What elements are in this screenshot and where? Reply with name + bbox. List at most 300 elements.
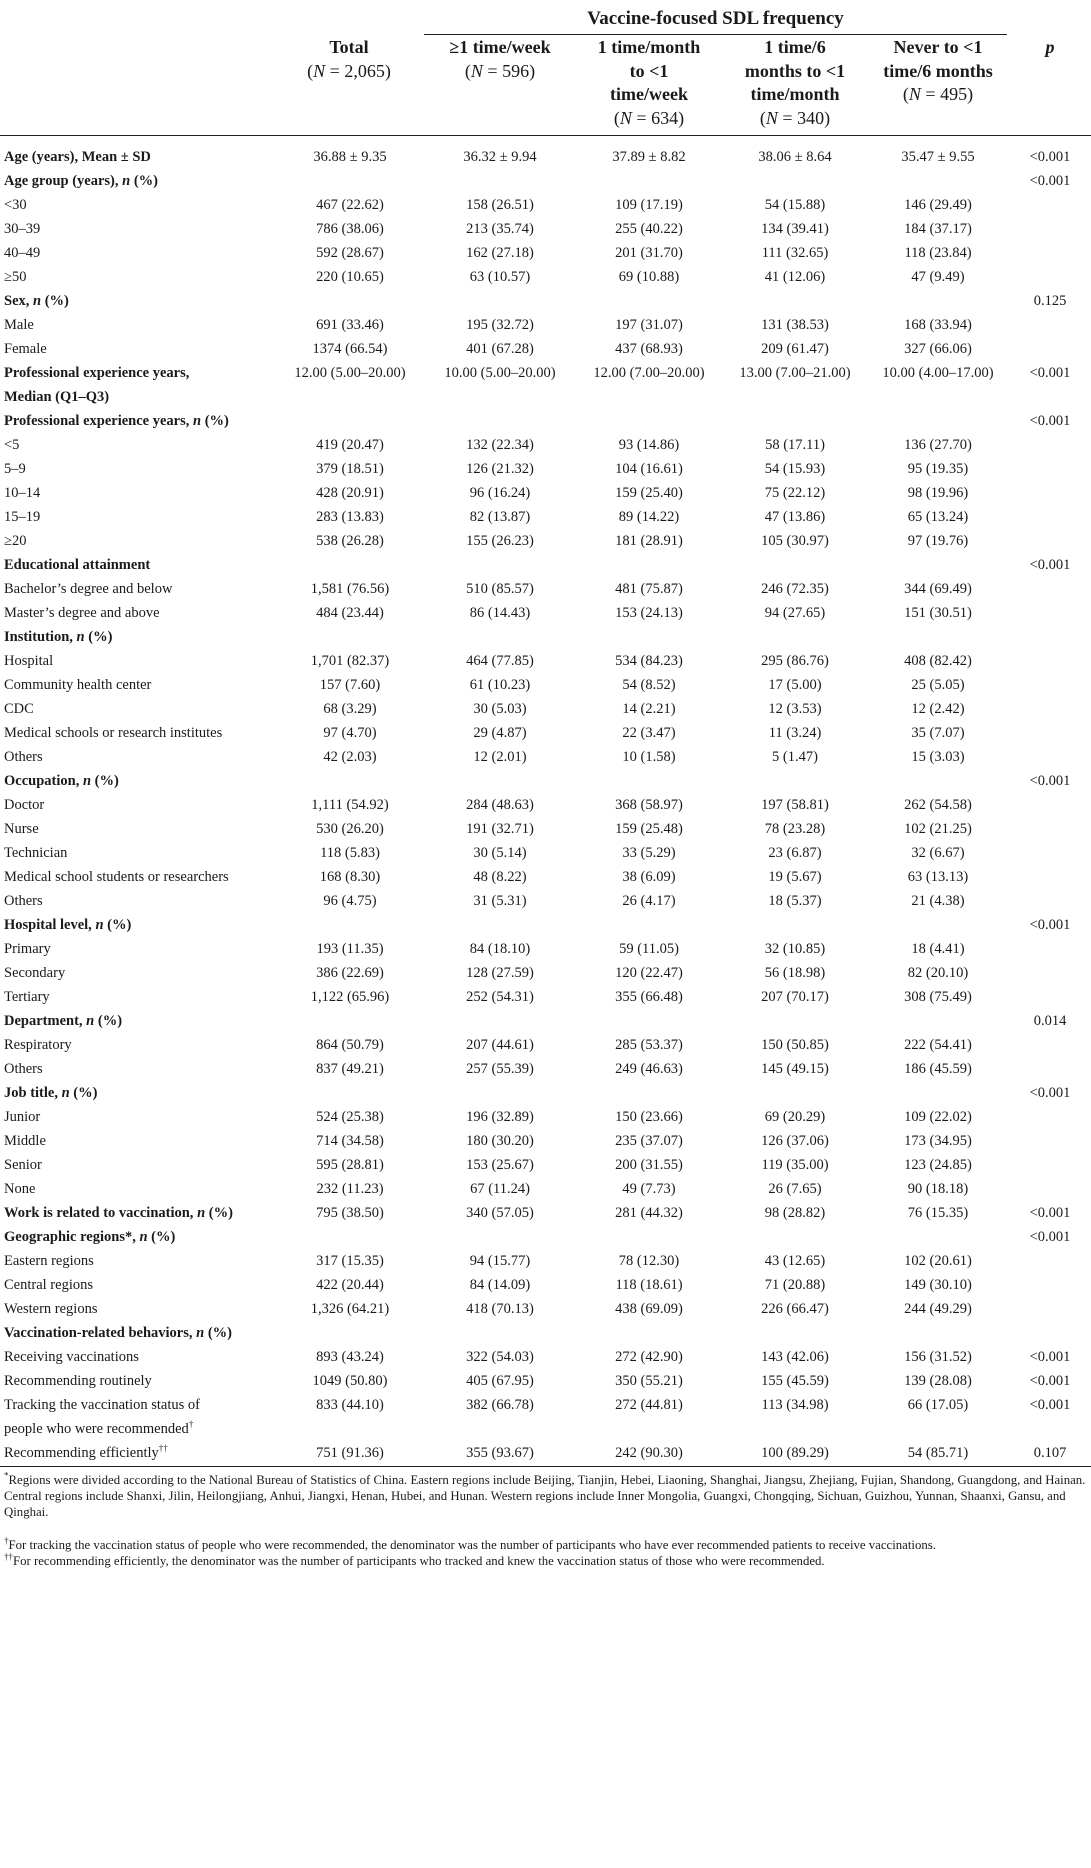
table-cell: 11 (3.24)	[768, 725, 822, 741]
table-cell: 78 (12.30)	[618, 1253, 680, 1269]
footnote-mark: *	[4, 1470, 9, 1481]
row-label: Others	[4, 1061, 43, 1077]
p-value-cell: <0.001	[1029, 1205, 1071, 1221]
table-cell: 222 (54.41)	[904, 1037, 972, 1053]
table-row	[0, 817, 1091, 841]
table-cell: 54 (15.88)	[764, 197, 826, 213]
table-cell: 18 (4.41)	[911, 941, 965, 957]
table-cell: 54 (15.93)	[764, 461, 826, 477]
table-row	[0, 1057, 1091, 1081]
table-cell: 344 (69.49)	[904, 581, 972, 597]
row-label: 10–14	[4, 485, 41, 501]
table-cell: 156 (31.52)	[904, 1349, 972, 1365]
p-value-cell: <0.001	[1029, 1085, 1071, 1101]
table-cell: 252 (54.31)	[466, 989, 534, 1005]
table-cell: 285 (53.37)	[615, 1037, 683, 1053]
p-value-cell: <0.001	[1029, 173, 1071, 189]
table-row	[0, 1393, 1091, 1417]
table-cell: 97 (19.76)	[907, 533, 969, 549]
table-cell: 30 (5.03)	[473, 701, 527, 717]
table-cell: 232 (11.23)	[316, 1181, 384, 1197]
table-cell: 246 (72.35)	[761, 581, 829, 597]
table-cell: 97 (4.70)	[323, 725, 377, 741]
table-row	[0, 865, 1091, 889]
table-cell: 418 (70.13)	[466, 1301, 534, 1317]
table-cell: 422 (20.44)	[316, 1277, 384, 1293]
table-cell: 98 (28.82)	[764, 1205, 826, 1221]
row-label: 5–9	[4, 461, 26, 477]
table-cell: 481 (75.87)	[615, 581, 683, 597]
table-cell: 54 (85.71)	[907, 1445, 969, 1461]
table-cell: 327 (66.06)	[904, 341, 972, 357]
table-cell: 592 (28.67)	[316, 245, 384, 261]
row-label: Senior	[4, 1157, 42, 1173]
table-cell: 98 (19.96)	[907, 485, 969, 501]
table-cell: 405 (67.95)	[466, 1373, 534, 1389]
table-cell: 419 (20.47)	[316, 437, 384, 453]
row-label: Master’s degree and above	[4, 605, 160, 621]
table-cell: 382 (66.78)	[466, 1397, 534, 1413]
row-label: Respiratory	[4, 1037, 72, 1053]
table-cell: 467 (22.62)	[316, 197, 384, 213]
table-cell: 193 (11.35)	[316, 941, 384, 957]
table-cell: 61 (10.23)	[469, 677, 531, 693]
table-cell: 36.32 ± 9.94	[463, 149, 537, 165]
table-cell: 350 (55.21)	[615, 1373, 683, 1389]
table-cell: 89 (14.22)	[618, 509, 680, 525]
col-header-p: p	[1045, 37, 1055, 57]
table-cell: 200 (31.55)	[615, 1157, 683, 1173]
table-cell: 126 (37.06)	[761, 1133, 829, 1149]
table-cell: 96 (16.24)	[469, 485, 531, 501]
table-cell: 173 (34.95)	[904, 1133, 972, 1149]
table-cell: 195 (32.72)	[466, 317, 534, 333]
row-label: Western regions	[4, 1301, 98, 1317]
table-cell: 530 (26.20)	[316, 821, 384, 837]
table-cell: 30 (5.14)	[473, 845, 527, 861]
footnote-mark: †	[4, 1535, 9, 1546]
table-cell: 119 (35.00)	[761, 1157, 829, 1173]
table-cell: 120 (22.47)	[615, 965, 683, 981]
row-label: ≥50	[4, 269, 27, 285]
table-row	[0, 1417, 1091, 1441]
table-cell: 146 (29.49)	[904, 197, 972, 213]
table-cell: 155 (45.59)	[761, 1373, 829, 1389]
table-cell: 22 (3.47)	[622, 725, 676, 741]
table-cell: 68 (3.29)	[323, 701, 377, 717]
table-cell: 1,111 (54.92)	[311, 797, 389, 813]
row-label: Professional experience years,	[4, 365, 190, 381]
col-header-six-monthly: 1 time/6 months to <1 time/month (N = 340)	[744, 37, 846, 128]
table-row	[0, 337, 1091, 361]
table-cell: 134 (39.41)	[761, 221, 829, 237]
table-cell: 795 (38.50)	[316, 1205, 384, 1221]
section-row	[0, 361, 1091, 385]
table-cell: 437 (68.93)	[615, 341, 683, 357]
row-label: Geographic regions*, n (%)	[4, 1229, 176, 1245]
table-cell: 78 (23.28)	[764, 821, 826, 837]
section-row	[0, 913, 1091, 937]
table-cell: 21 (4.38)	[911, 893, 965, 909]
table-cell: 893 (43.24)	[316, 1349, 384, 1365]
table-row	[0, 505, 1091, 529]
table-cell: 464 (77.85)	[466, 653, 534, 669]
table-cell: 257 (55.39)	[466, 1061, 534, 1077]
table-row	[0, 745, 1091, 769]
table-cell: 196 (32.89)	[466, 1109, 534, 1125]
table-cell: 109 (17.19)	[615, 197, 683, 213]
table-cell: 33 (5.29)	[622, 845, 676, 861]
table-cell: 37.89 ± 8.82	[612, 149, 686, 165]
table-cell: 226 (66.47)	[761, 1301, 829, 1317]
table-cell: 102 (21.25)	[904, 821, 972, 837]
section-row	[0, 289, 1091, 313]
table-cell: 157 (7.60)	[319, 677, 381, 693]
table-row	[0, 457, 1091, 481]
row-label: CDC	[4, 701, 34, 717]
table-cell: 69 (10.88)	[618, 269, 680, 285]
table-cell: 149 (30.10)	[904, 1277, 972, 1293]
section-row	[0, 1009, 1091, 1033]
table-cell: 143 (42.06)	[761, 1349, 829, 1365]
table-row	[0, 1273, 1091, 1297]
table-cell: 10 (1.58)	[622, 749, 676, 765]
row-label: Median (Q1–Q3)	[4, 389, 110, 405]
row-label: Hospital level, n (%)	[4, 917, 132, 933]
table-row	[0, 1129, 1091, 1153]
table-cell: 837 (49.21)	[316, 1061, 384, 1077]
table-cell: 31 (5.31)	[473, 893, 527, 909]
table-cell: 401 (67.28)	[466, 341, 534, 357]
table-cell: 54 (8.52)	[622, 677, 676, 693]
row-label: Age group (years), n (%)	[4, 173, 159, 189]
table-cell: 63 (10.57)	[469, 269, 531, 285]
table-cell: 118 (18.61)	[615, 1277, 683, 1293]
row-label: Tracking the vaccination status of	[4, 1397, 200, 1413]
table-cell: 295 (86.76)	[761, 653, 829, 669]
table-cell: 524 (25.38)	[316, 1109, 384, 1125]
table-cell: 15 (3.03)	[911, 749, 965, 765]
table-cell: 90 (18.18)	[907, 1181, 969, 1197]
table-cell: 94 (15.77)	[469, 1253, 531, 1269]
table-cell: 36.88 ± 9.35	[313, 149, 387, 165]
table-cell: 355 (93.67)	[466, 1445, 534, 1461]
row-label: Middle	[4, 1133, 46, 1149]
section-row	[0, 1201, 1091, 1225]
table-cell: 151 (30.51)	[904, 605, 972, 621]
table-cell: 379 (18.51)	[316, 461, 384, 477]
table-cell: 58 (17.11)	[765, 437, 825, 453]
table-cell: 66 (17.05)	[907, 1397, 969, 1413]
table-cell: 128 (27.59)	[466, 965, 534, 981]
table-cell: 35 (7.07)	[911, 725, 965, 741]
row-label: Primary	[4, 941, 51, 957]
group-underline	[424, 34, 1007, 35]
table-cell: 139 (28.08)	[904, 1373, 972, 1389]
table-cell: 23 (6.87)	[768, 845, 822, 861]
table-cell: 1,122 (65.96)	[310, 989, 390, 1005]
table-row	[0, 241, 1091, 265]
table-row	[0, 961, 1091, 985]
table-cell: 262 (54.58)	[904, 797, 972, 813]
table-cell: 150 (50.85)	[761, 1037, 829, 1053]
col-header-never: Never to <1 time/6 months (N = 495)	[883, 37, 993, 104]
table-cell: 595 (28.81)	[316, 1157, 384, 1173]
table-row	[0, 1153, 1091, 1177]
table-cell: 255 (40.22)	[615, 221, 683, 237]
row-label: Central regions	[4, 1277, 93, 1293]
footnote-text: For recommending efficiently, the denominator was the number of participants who tracked and knew the vaccination status of those who were recommended.	[13, 1554, 825, 1568]
table-cell: 118 (5.83)	[320, 845, 380, 861]
table-cell: 10.00 (4.00–17.00)	[882, 365, 994, 381]
row-label: 30–39	[4, 221, 41, 237]
section-row	[0, 1321, 1091, 1345]
table-cell: 714 (34.58)	[316, 1133, 384, 1149]
row-label: Job title, n (%)	[4, 1085, 98, 1101]
table-cell: 201 (31.70)	[615, 245, 683, 261]
table-cell: 63 (13.13)	[907, 869, 969, 885]
table-cell: 197 (58.81)	[761, 797, 829, 813]
row-label: <30	[4, 197, 27, 213]
table-cell: 322 (54.03)	[466, 1349, 534, 1365]
table-row	[0, 649, 1091, 673]
row-label: None	[4, 1181, 36, 1197]
table-cell: 864 (50.79)	[316, 1037, 384, 1053]
footnote-mark: ††	[4, 1551, 13, 1562]
p-value-cell: 0.125	[1033, 293, 1067, 309]
table-row	[0, 481, 1091, 505]
table-cell: 220 (10.65)	[316, 269, 384, 285]
row-label: Others	[4, 893, 43, 909]
row-label: Tertiary	[4, 989, 50, 1005]
table-row	[0, 1345, 1091, 1369]
row-label: Professional experience years, n (%)	[4, 413, 229, 429]
table-cell: 12 (2.42)	[911, 701, 965, 717]
section-row	[0, 553, 1091, 577]
row-label: Medical school students or researchers	[4, 869, 229, 885]
row-label: 40–49	[4, 245, 41, 261]
table-cell: 132 (22.34)	[466, 437, 534, 453]
table-cell: 102 (20.61)	[904, 1253, 972, 1269]
table-cell: 104 (16.61)	[615, 461, 683, 477]
table-cell: 93 (14.86)	[618, 437, 680, 453]
p-value-cell: <0.001	[1029, 773, 1071, 789]
table-cell: 249 (46.63)	[615, 1061, 683, 1077]
row-label: Sex, n (%)	[4, 293, 69, 309]
table-cell: 86 (14.43)	[469, 605, 531, 621]
table-cell: 209 (61.47)	[761, 341, 829, 357]
table-cell: 38 (6.09)	[622, 869, 676, 885]
table-cell: 25 (5.05)	[911, 677, 965, 693]
table-cell: 29 (4.87)	[473, 725, 527, 741]
row-label: Recommending routinely	[4, 1373, 152, 1389]
table-cell: 538 (26.28)	[316, 533, 384, 549]
footnote	[4, 1537, 1087, 1553]
table-cell: 184 (37.17)	[904, 221, 972, 237]
row-label: Community health center	[4, 677, 152, 693]
table-cell: 235 (37.07)	[615, 1133, 683, 1149]
table-row	[0, 1441, 1091, 1465]
table-cell: 197 (31.07)	[615, 317, 683, 333]
table-cell: 281 (44.32)	[615, 1205, 683, 1221]
table-cell: 145 (49.15)	[761, 1061, 829, 1077]
p-value-cell: <0.001	[1029, 1373, 1071, 1389]
row-label: Educational attainment	[4, 557, 151, 573]
p-value-cell: <0.001	[1029, 1229, 1071, 1245]
table-row	[0, 433, 1091, 457]
table-cell: 84 (18.10)	[469, 941, 531, 957]
table-cell: 113 (34.98)	[761, 1397, 829, 1413]
table-cell: 534 (84.23)	[615, 653, 683, 669]
row-label: 15–19	[4, 509, 41, 525]
table-cell: 510 (85.57)	[466, 581, 534, 597]
table-cell: 408 (82.42)	[904, 653, 972, 669]
table-cell: 47 (13.86)	[764, 509, 826, 525]
table-cell: 59 (11.05)	[619, 941, 679, 957]
table-cell: 82 (20.10)	[907, 965, 969, 981]
footnote	[4, 1472, 1087, 1521]
table-row	[0, 793, 1091, 817]
row-label: Hospital	[4, 653, 54, 669]
table-cell: 272 (44.81)	[615, 1397, 683, 1413]
table-cell: 153 (25.67)	[466, 1157, 534, 1173]
table-cell: 386 (22.69)	[316, 965, 384, 981]
table-cell: 123 (24.85)	[904, 1157, 972, 1173]
col-header-monthly: 1 time/month to <1 time/week (N = 634)	[597, 37, 701, 128]
table-cell: 75 (22.12)	[764, 485, 826, 501]
table-row	[0, 1297, 1091, 1321]
section-row	[0, 625, 1091, 649]
row-label: Technician	[4, 845, 68, 861]
footnote-text: Regions were divided according to the National Bureau of Statistics of China. Eastern regions include Beijing, Tianjin, Hebei, Liaoning, Shanghai, Jiangsu, Zhejiang, Fujian, Shandong, Guangdong, and Hainan. Central regions include Shanxi, Jilin, Heilongjiang, Anhui, Jiangxi, Henan, Hubei, and Hunan. Western regions include Inner Mongolia, Guangxi, Chongqing, Sichuan, Guizhou, Yunnan, Shaanxi, Gansu, and Qinghai.	[4, 1473, 1086, 1520]
table-cell: 111 (32.65)	[761, 245, 829, 261]
table-cell: 484 (23.44)	[316, 605, 384, 621]
col-header-total: Total (N = 2,065)	[307, 37, 391, 81]
table-cell: 56 (18.98)	[764, 965, 826, 981]
table-cell: 1049 (50.80)	[312, 1373, 388, 1389]
bottom-rule	[0, 1466, 1091, 1467]
table-cell: 32 (6.67)	[911, 845, 965, 861]
table-cell: 69 (20.29)	[764, 1109, 826, 1125]
table-row	[0, 985, 1091, 1009]
table-row	[0, 1033, 1091, 1057]
table-cell: 38.06 ± 8.64	[758, 149, 832, 165]
table-cell: 12.00 (5.00–20.00)	[294, 365, 406, 381]
table-row	[0, 217, 1091, 241]
table-cell: 283 (13.83)	[316, 509, 384, 525]
table-cell: 751 (91.36)	[316, 1445, 384, 1461]
table-cell: 49 (7.73)	[622, 1181, 676, 1197]
table-cell: 17 (5.00)	[768, 677, 822, 693]
table-cell: 10.00 (5.00–20.00)	[444, 365, 556, 381]
table-cell: 32 (10.85)	[764, 941, 826, 957]
table-cell: 1,581 (76.56)	[310, 581, 390, 597]
table-cell: 308 (75.49)	[904, 989, 972, 1005]
row-label: ≥20	[4, 533, 27, 549]
table-cell: 1,701 (82.37)	[310, 653, 390, 669]
section-row	[0, 385, 1091, 409]
table-cell: 18 (5.37)	[768, 893, 822, 909]
row-label: Age (years), Mean ± SD	[4, 149, 151, 165]
row-label: Institution, n (%)	[4, 629, 113, 645]
row-label: Vaccination-related behaviors, n (%)	[4, 1325, 232, 1341]
section-row	[0, 409, 1091, 433]
row-label: Bachelor’s degree and below	[4, 581, 173, 597]
table-cell: 131 (38.53)	[761, 317, 829, 333]
table-cell: 95 (19.35)	[907, 461, 969, 477]
table-row	[0, 697, 1091, 721]
table-row	[0, 937, 1091, 961]
table-row	[0, 601, 1091, 625]
table-cell: 691 (33.46)	[316, 317, 384, 333]
table-cell: 5 (1.47)	[772, 749, 818, 765]
section-row	[0, 145, 1091, 169]
table-row	[0, 577, 1091, 601]
table-cell: 47 (9.49)	[911, 269, 965, 285]
table-row	[0, 673, 1091, 697]
table-cell: 155 (26.23)	[466, 533, 534, 549]
row-label: Occupation, n (%)	[4, 773, 119, 789]
table-cell: 833 (44.10)	[316, 1397, 384, 1413]
row-label: Junior	[4, 1109, 41, 1125]
table-cell: 96 (4.75)	[323, 893, 377, 909]
row-label: Female	[4, 341, 47, 357]
table-cell: 12 (3.53)	[768, 701, 822, 717]
section-row	[0, 769, 1091, 793]
p-value-cell: <0.001	[1029, 917, 1071, 933]
table-cell: 158 (26.51)	[466, 197, 534, 213]
row-label: Male	[4, 317, 34, 333]
footnote-text: For tracking the vaccination status of people who were recommended, the denominator was the number of participants who have ever recommended patients to receive vaccinations.	[8, 1538, 936, 1552]
table-cell: 180 (30.20)	[466, 1133, 534, 1149]
table-cell: 159 (25.48)	[615, 821, 683, 837]
row-label: Others	[4, 749, 43, 765]
table-cell: 272 (42.90)	[615, 1349, 683, 1365]
table-cell: 67 (11.24)	[470, 1181, 530, 1197]
table-cell: 65 (13.24)	[907, 509, 969, 525]
table-cell: 168 (33.94)	[904, 317, 972, 333]
table-cell: 244 (49.29)	[904, 1301, 972, 1317]
table-cell: 12 (2.01)	[473, 749, 527, 765]
table-cell: 43 (12.65)	[764, 1253, 826, 1269]
table-cell: 84 (14.09)	[469, 1277, 531, 1293]
table-cell: 355 (66.48)	[615, 989, 683, 1005]
table-cell: 191 (32.71)	[466, 821, 534, 837]
table-cell: 41 (12.06)	[764, 269, 826, 285]
table-cell: 207 (70.17)	[761, 989, 829, 1005]
table-cell: 1,326 (64.21)	[310, 1301, 390, 1317]
table-cell: 150 (23.66)	[615, 1109, 683, 1125]
table-cell: 26 (4.17)	[622, 893, 676, 909]
table-cell: 428 (20.91)	[316, 485, 384, 501]
p-value-cell: <0.001	[1029, 365, 1071, 381]
table-cell: 12.00 (7.00–20.00)	[593, 365, 705, 381]
table-cell: 109 (22.02)	[904, 1109, 972, 1125]
table-cell: 14 (2.21)	[622, 701, 676, 717]
table-cell: 1374 (66.54)	[312, 341, 388, 357]
table-cell: 186 (45.59)	[904, 1061, 972, 1077]
table-row	[0, 265, 1091, 289]
row-label: Doctor	[4, 797, 45, 813]
table-cell: 35.47 ± 9.55	[901, 149, 975, 165]
table-cell: 118 (23.84)	[904, 245, 972, 261]
p-value-cell: <0.001	[1029, 1349, 1071, 1365]
p-value-cell: 0.107	[1033, 1445, 1067, 1461]
table-cell: 82 (13.87)	[469, 509, 531, 525]
row-label: Nurse	[4, 821, 39, 837]
table-cell: 213 (35.74)	[466, 221, 534, 237]
row-label: Work is related to vaccination, n (%)	[4, 1205, 233, 1221]
